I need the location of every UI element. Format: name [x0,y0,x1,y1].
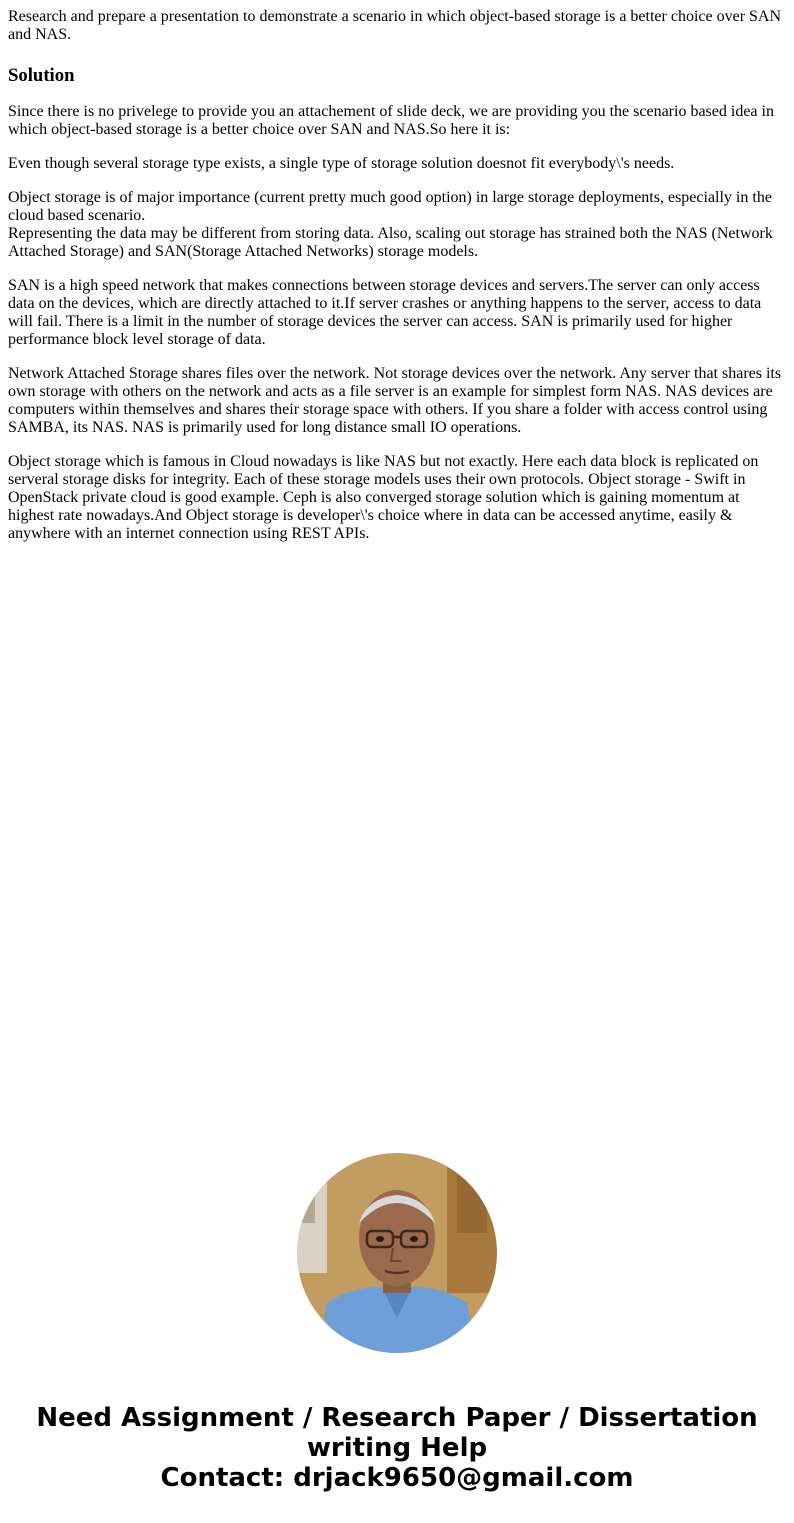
question-text: Research and prepare a presentation to demonstrate a scenario in which object-based storage is a better choice over SAN and NAS. [8,8,782,43]
solution-heading: Solution [8,65,75,86]
answer-content [8,8,786,543]
banner-line-2: writing Help [306,1433,488,1463]
author-photo [297,1153,497,1353]
paragraph-nas: Network Attached Storage shares files over the network. Not storage devices over the network. Any server that shares its own storage with others on the network and acts as a file server is an example for simplest form NAS. NAS devices are computers within themselves and shares their storage space with others. If you share a folder with access control using SAMBA, its NAS. NAS is primarily used for long distance small IO operations. [8,365,782,436]
contact-banner [0,1403,794,1493]
paragraph-intro: Since there is no privelege to provide you an attachement of slide deck, we are providing you the scenario based idea in which object-based storage is a better choice over SAN and NAS.So here it is: [8,103,774,138]
paragraph-object-storage-line2: Representing the data may be different from storing data. Also, scaling out storage has strained both the NAS (Network Attached Storage) and SAN(Storage Attached Networks) storage models. [8,225,773,260]
paragraph-object-storage [8,189,786,261]
paragraph-needs: Even though several storage type exists, a single type of storage solution doesnot fit everybody\'s needs. [8,155,675,172]
paragraph-object-cloud: Object storage which is famous in Cloud nowadays is like NAS but not exactly. Here each data block is replicated on serveral storage disks for integrity. Each of these storage models uses their own protocols. Object storage - Swift in OpenStack private cloud is good example. Ceph is also converged storage solution which is gaining momentum at highest rate nowadays.And Object storage is developer\'s choice where in data can be accessed anytime, easily & anywhere with an internet connection using REST APIs. [8,453,759,542]
author-photo-image [297,1153,497,1353]
paragraph-san: SAN is a high speed network that makes connections between storage devices and servers.The server can only access data on the devices, which are directly attached to it.If server crashes or anything happens to the server, access to data will fail. There is a limit in the number of storage devices the server can access. SAN is primarily used for higher performance block level storage of data. [8,277,762,348]
banner-line-1: Need Assignment / Research Paper / Dissertation [36,1403,758,1433]
banner-contact-line: Contact: drjack9650@gmail.com [160,1463,634,1493]
paragraph-object-storage-line1: Object storage is of major importance (current pretty much good option) in large storage deployments, especially in the cloud based scenario. [8,189,772,224]
